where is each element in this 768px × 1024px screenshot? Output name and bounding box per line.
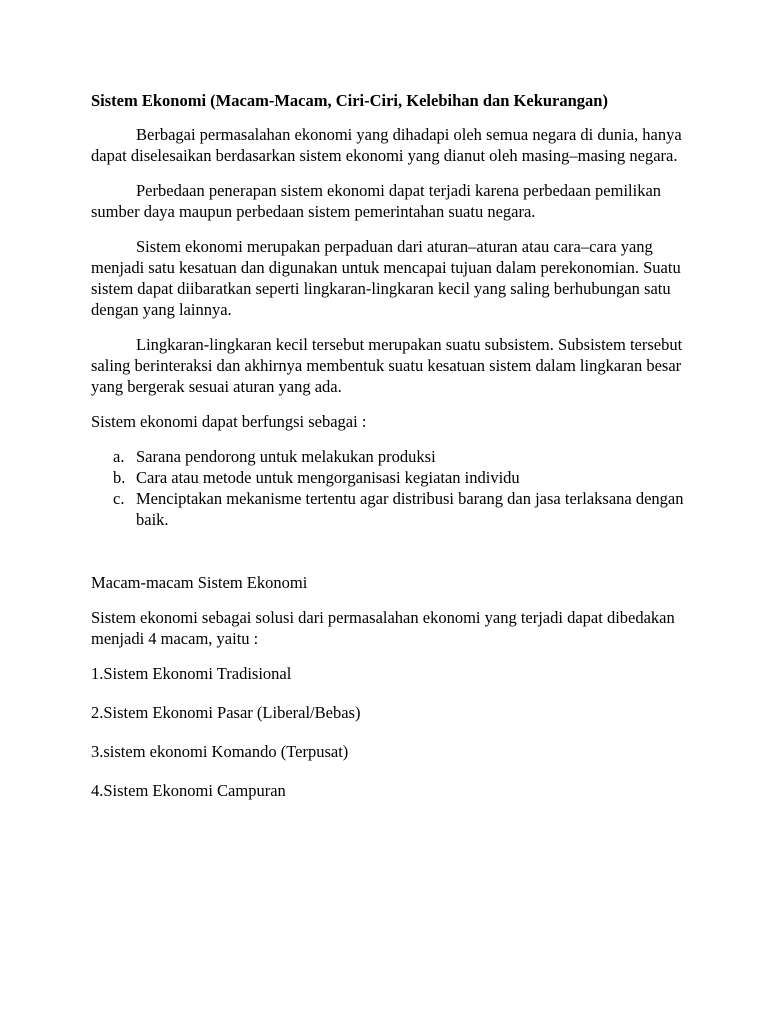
document-body — [91, 90, 691, 819]
list-marker: c. — [113, 489, 125, 508]
section-heading: Macam-macam Sistem Ekonomi — [91, 573, 308, 592]
list-marker: b. — [113, 468, 126, 487]
section-intro: Sistem ekonomi sebagai solusi dari permasalahan ekonomi yang terjadi dapat dibedakan menjadi 4 macam, yaitu : — [91, 608, 675, 648]
list-item-text: Cara atau metode untuk mengorganisasi kegiatan individu — [136, 468, 520, 487]
list-item — [113, 488, 691, 530]
list-item-text: Sarana pendorong untuk melakukan produksi — [136, 447, 436, 466]
paragraph: Lingkaran-lingkaran kecil tersebut merupakan suatu subsistem. Subsistem tersebut saling berinteraksi dan akhirnya membentuk suatu kesatuan sistem dalam lingkaran besar yang bergerak sesuai aturan yang ada. — [91, 335, 683, 396]
type-item: 2.Sistem Ekonomi Pasar (Liberal/Bebas) — [91, 703, 361, 722]
type-item: 3.sistem ekonomi Komando (Terpusat) — [91, 742, 349, 761]
paragraph: Sistem ekonomi merupakan perpaduan dari aturan–aturan atau cara–cara yang menjadi satu kesatuan dan digunakan untuk mencapai tujuan dalam perekonomian. Suatu sistem dapat diibaratkan seperti lingkaran-lingkaran kecil yang saling berhubungan satu dengan yang lainnya. — [91, 237, 681, 319]
list-item-text: Menciptakan mekanisme tertentu agar distribusi barang dan jasa terlaksana dengan baik. — [136, 489, 684, 529]
functions-list — [91, 446, 691, 530]
section-spacer — [91, 530, 691, 572]
list-marker: a. — [113, 447, 125, 466]
paragraph: Perbedaan penerapan sistem ekonomi dapat terjadi karena perbedaan pemilikan sumber daya maupun perbedaan sistem pemerintahan suatu negara. — [91, 181, 662, 221]
paragraph: Berbagai permasalahan ekonomi yang dihadapi oleh semua negara di dunia, hanya dapat diselesaikan berdasarkan sistem ekonomi yang dianut oleh masing–masing negara. — [91, 125, 682, 165]
list-item — [113, 467, 691, 488]
document-title: Sistem Ekonomi (Macam-Macam, Ciri-Ciri, Kelebihan dan Kekurangan) — [91, 91, 608, 110]
type-item: 4.Sistem Ekonomi Campuran — [91, 781, 286, 800]
functions-intro: Sistem ekonomi dapat berfungsi sebagai : — [91, 412, 367, 431]
type-item: 1.Sistem Ekonomi Tradisional — [91, 664, 292, 683]
list-item — [113, 446, 691, 467]
